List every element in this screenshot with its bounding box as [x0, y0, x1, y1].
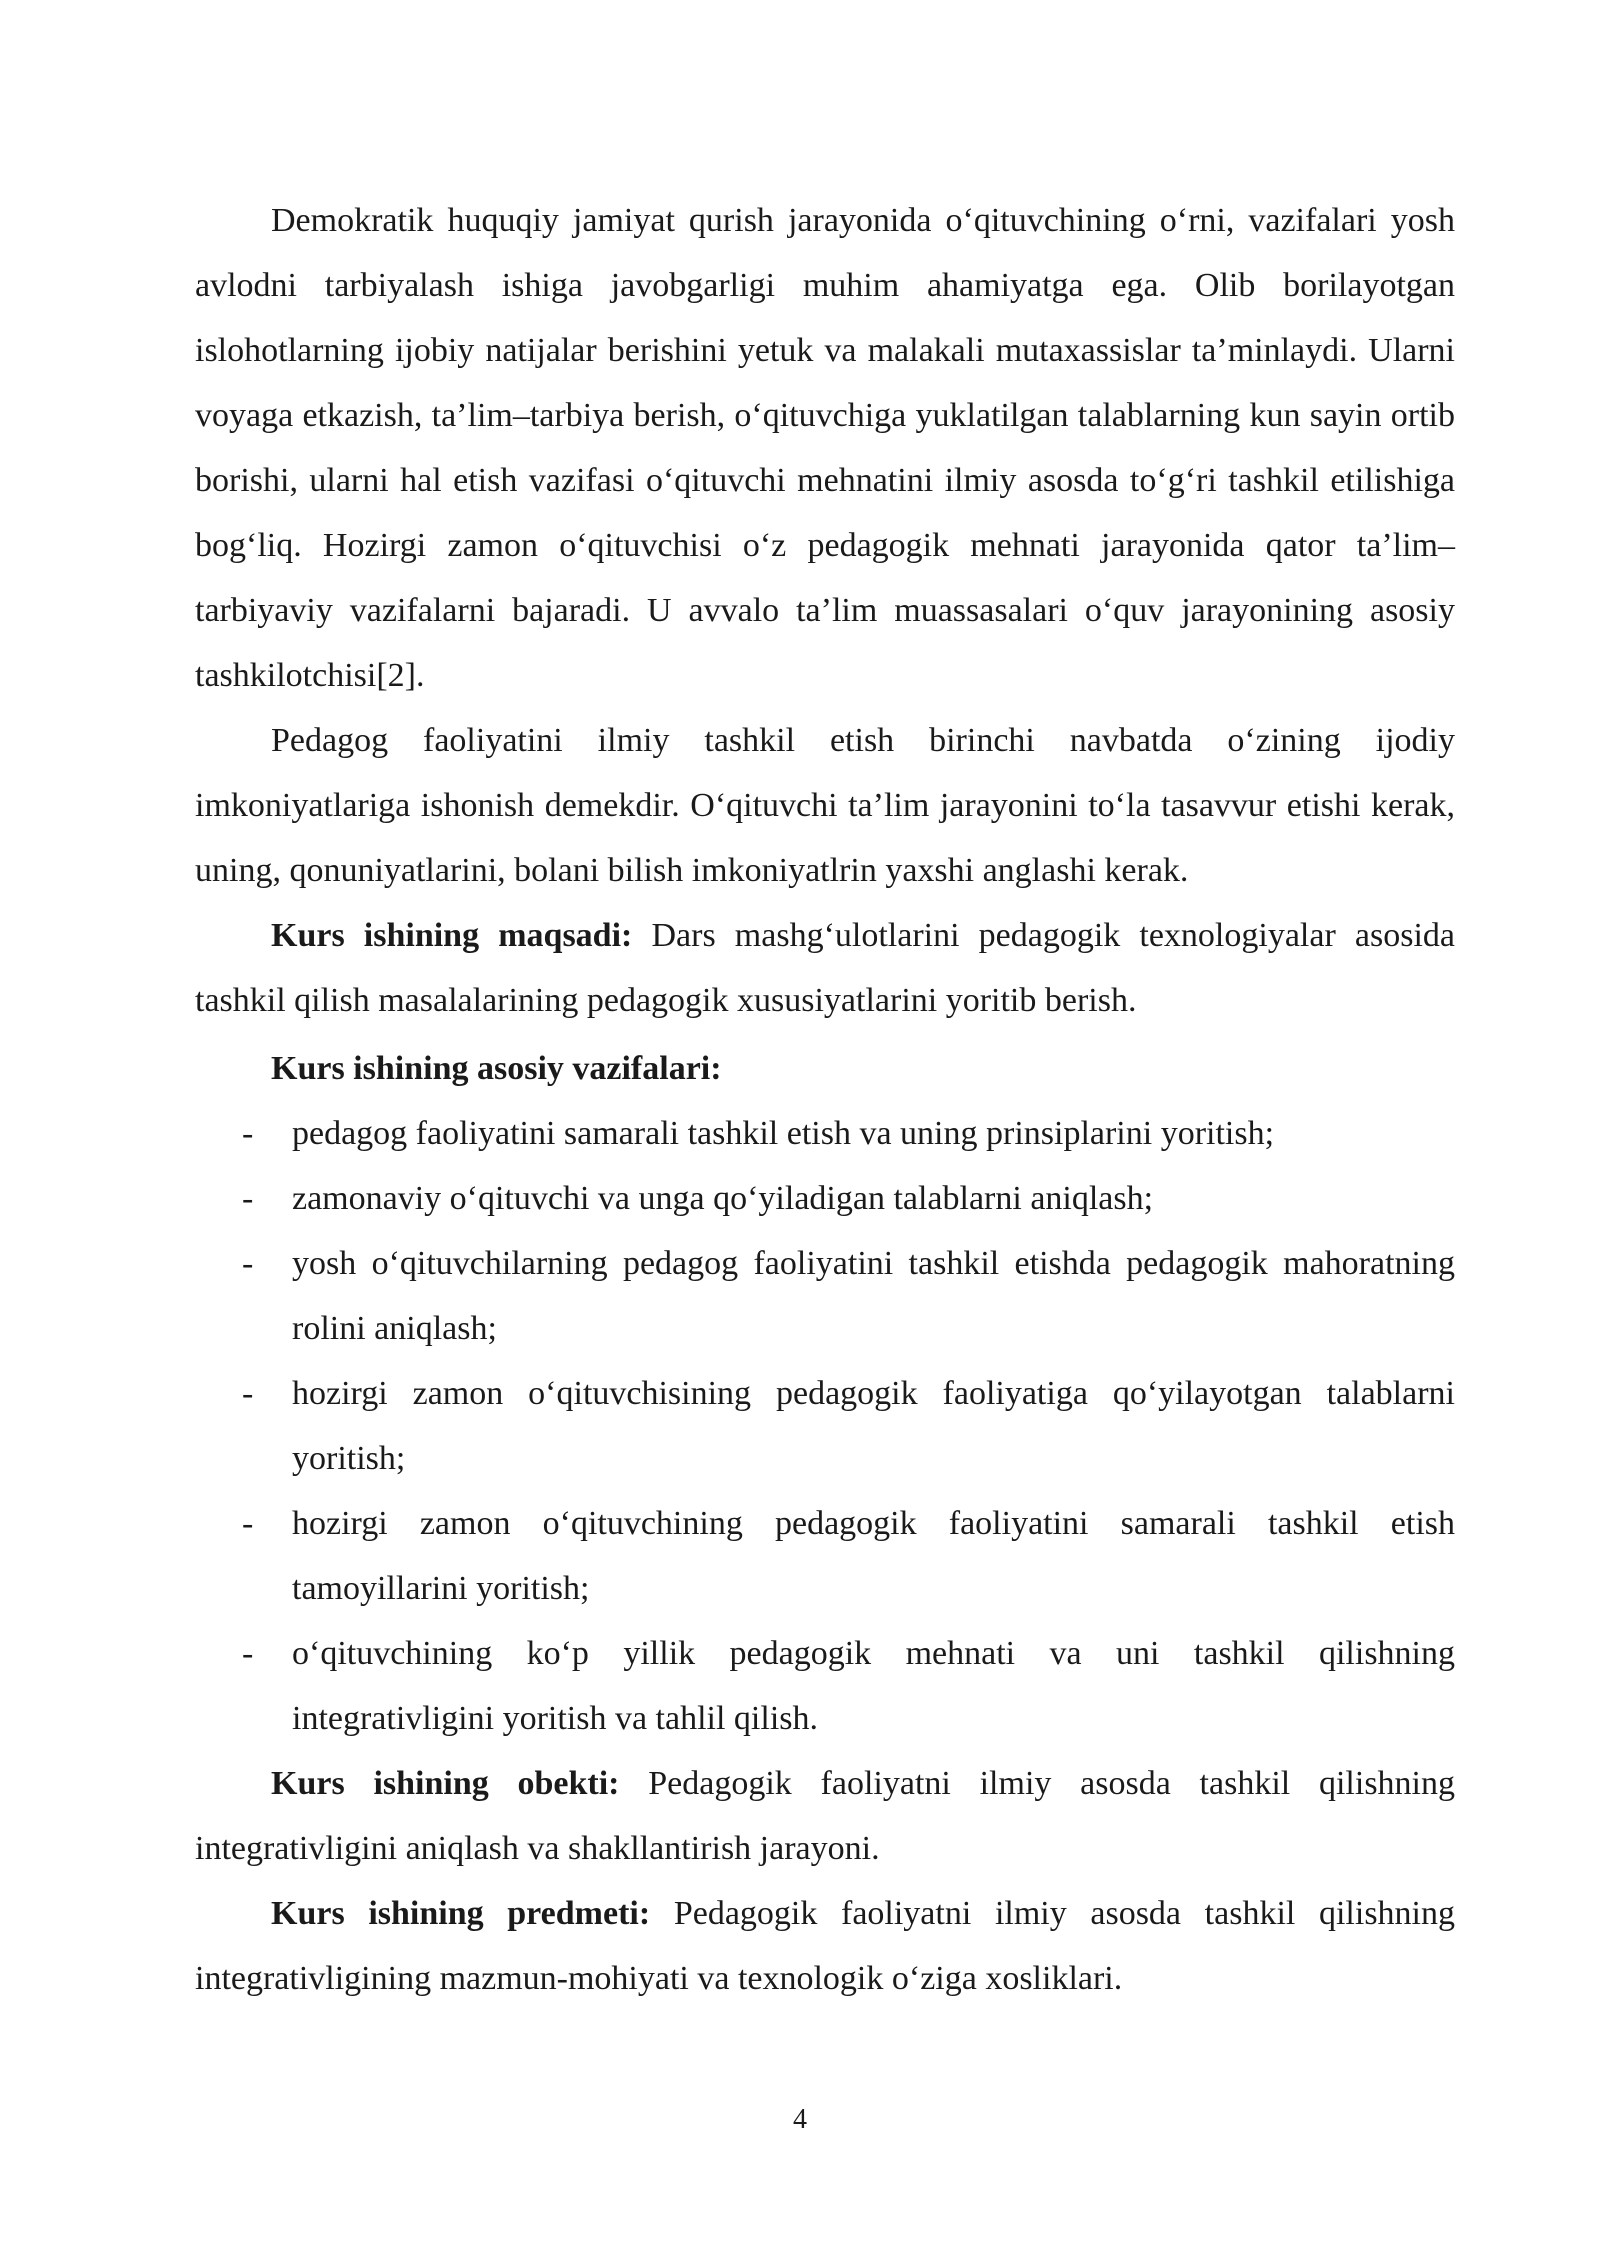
goal-text: Dars mashg‘ulotlarini pedagogik texnologiyalar asosida tashkil qilish masalalarining pedagogik xususiyatlarini yoritib berish.: [195, 917, 1455, 1019]
list-bullet: -: [242, 1180, 254, 1217]
list-item-text: yosh o‘qituvchilarning pedagog faoliyatini tashkil etishda pedagogik mahoratning rolini aniqlash;: [292, 1245, 1455, 1347]
list-bullet: -: [242, 1505, 254, 1542]
document-page: [195, 188, 1455, 2011]
tasks-label: Kurs ishining asosiy vazifalari:: [271, 1050, 722, 1087]
list-bullet: -: [242, 1115, 254, 1152]
object-paragraph: [195, 1751, 1455, 1881]
subject-text: Pedagogik faoliyatni ilmiy asosda tashkil qilishning integrativligining mazmun-mohiyati va texnologik o‘ziga xosliklari.: [195, 1895, 1455, 1997]
list-item-text: pedagog faoliyatini samarali tashkil etish va uning prinsiplarini yoritish;: [292, 1115, 1275, 1152]
list-item: [195, 1621, 1455, 1751]
subject-label: Kurs ishining predmeti:: [271, 1895, 651, 1932]
pedagog-paragraph: Pedagog faoliyatini ilmiy tashkil etish birinchi navbatda o‘zining ijodiy imkoniyatlariga ishonish demekdir. O‘qituvchi ta’lim jarayonini to‘la tasavvur etishi kerak, uning, qonuniyatlarini, bolani bilish imkoniyatlrin yaxshi anglashi kerak.: [195, 722, 1455, 889]
tasks-list: [195, 1101, 1455, 1751]
list-item-text: zamonaviy o‘qituvchi va unga qo‘yiladigan talablarni aniqlash;: [292, 1180, 1154, 1217]
list-item-text: o‘qituvchining ko‘p yillik pedagogik mehnati va uni tashkil qilishning integrativligini yoritish va tahlil qilish.: [292, 1635, 1455, 1737]
intro-paragraph: Demokratik huquqiy jamiyat qurish jarayonida o‘qituvchining o‘rni, vazifalari yosh avlodni tarbiyalash ishiga javobgarligi muhim ahamiyatga ega. Olib borilayotgan islohotlarning ijobiy natijalar berishini yetuk va malakali mutaxassislar ta’minlaydi. Ularni voyaga etkazish, ta’lim–tarbiya berish, o‘qituvchiga yuklatilgan talablarning kun sayin ortib borishi, ularni hal etish vazifasi o‘qituvchi mehnatini ilmiy asosda to‘g‘ri tashkil etilishiga bog‘liq. Hozirgi zamon o‘qituvchisi o‘z pedagogik mehnati jarayonida qator ta’lim– tarbiyaviy vazifalarni bajaradi. U avvalo ta’lim muassasalari o‘quv jarayonining asosiy tashkilotchisi[2].: [195, 202, 1455, 694]
list-bullet: -: [242, 1245, 254, 1282]
list-item: [195, 1231, 1455, 1361]
list-item: [195, 1101, 1455, 1166]
list-item-text: hozirgi zamon o‘qituvchining pedagogik faoliyatini samarali tashkil etish tamoyillarini yoritish;: [292, 1505, 1455, 1607]
list-item: [195, 1491, 1455, 1621]
goal-label: Kurs ishining maqsadi:: [271, 917, 633, 954]
list-item-text: hozirgi zamon o‘qituvchisining pedagogik faoliyatiga qo‘yilayotgan talablarni yoritish;: [292, 1375, 1455, 1477]
page-number: 4: [793, 2104, 807, 2135]
subject-paragraph: [195, 1881, 1455, 2011]
list-bullet: -: [242, 1375, 254, 1412]
object-text: Pedagogik faoliyatni ilmiy asosda tashkil qilishning integrativligini aniqlash va shakllantirish jarayoni.: [195, 1765, 1455, 1867]
list-item: [195, 1166, 1455, 1231]
object-label: Kurs ishining obekti:: [271, 1765, 620, 1802]
goal-paragraph: [195, 903, 1455, 1033]
list-bullet: -: [242, 1635, 254, 1672]
tasks-heading: [195, 1036, 1455, 1101]
list-item: [195, 1361, 1455, 1491]
